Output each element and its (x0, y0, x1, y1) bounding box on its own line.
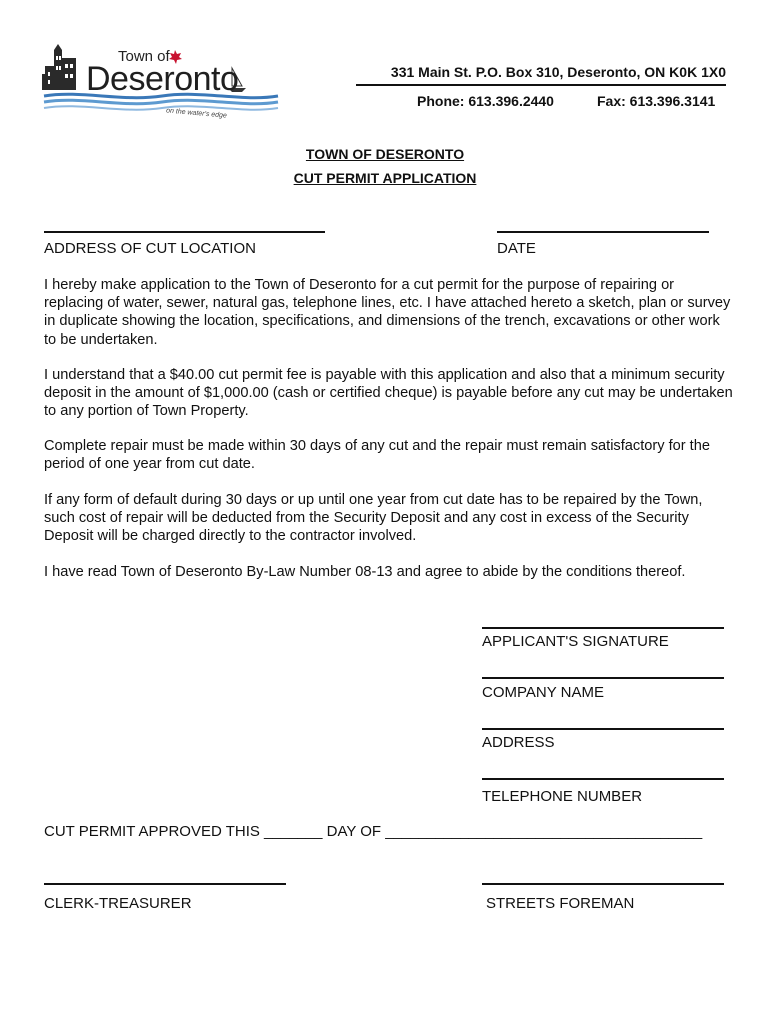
paragraph-repair: Complete repair must be made within 30 days of any cut and the repair must remain satisfactory for the period of one year from cut date. (44, 438, 710, 473)
paragraph-application: I hereby make application to the Town of Deseronto for a cut permit for the purpose of repairing or replacing of water, sewer, natural gas, telephone lines, etc. I have attached hereto a sketch, plan or survey in duplicate showing the location, specifications, and dimensions of the trench, excavations or other work to be undertaken. (44, 277, 731, 348)
approval-line: CUT PERMIT APPROVED THIS _______ DAY OF ______________________________________ (44, 823, 703, 840)
clerk-treasurer-label: CLERK-TREASURER (44, 895, 192, 912)
date-label: DATE (497, 240, 536, 257)
header-divider (356, 84, 726, 86)
logo-small-text: Town of (118, 48, 170, 65)
paragraph-default: If any form of default during 30 days or up until one year from cut date has to be repaired by the Town, such cost of repair will be deducted from the Security Deposit and any cost in excess of the Security Deposit will be charged directly to the contractor involved. (44, 492, 703, 545)
address-of-cut-location-label: ADDRESS OF CUT LOCATION (44, 240, 256, 257)
streets-foreman-label: STREETS FOREMAN (486, 895, 635, 912)
logo-name: Deseronto (86, 60, 239, 98)
logo-tagline: on the water's edge (165, 107, 228, 120)
address-of-cut-location-line[interactable] (44, 231, 325, 233)
document-title: TOWN OF DESERONTO (305, 146, 465, 162)
town-fax: Fax: 613.396.3141 (597, 93, 716, 109)
document-subtitle: CUT PERMIT APPLICATION (293, 170, 477, 186)
telephone-number-line[interactable] (482, 778, 724, 780)
telephone-number-label: TELEPHONE NUMBER (482, 788, 643, 805)
town-address: 331 Main St. P.O. Box 310, Deseronto, ON K0K 1X0 (390, 64, 726, 80)
company-name-label: COMPANY NAME (482, 684, 604, 701)
town-logo (42, 44, 282, 124)
applicant-signature-line[interactable] (482, 627, 724, 629)
date-line[interactable] (497, 231, 709, 233)
address-label: ADDRESS (482, 734, 555, 751)
town-phone: Phone: 613.396.2440 (417, 93, 554, 109)
clerk-treasurer-signature-line[interactable] (44, 883, 286, 885)
applicant-signature-label: APPLICANT'S SIGNATURE (482, 633, 669, 650)
paragraph-bylaw: I have read Town of Deseronto By-Law Number 08-13 and agree to abide by the conditions thereof. (44, 564, 686, 580)
streets-foreman-signature-line[interactable] (482, 883, 724, 885)
company-name-line[interactable] (482, 677, 724, 679)
paragraph-fee: I understand that a $40.00 cut permit fee is payable with this application and also that a minimum security deposit in the amount of $1,000.00 (cash or certified cheque) is payable before any cut may be undertaken to any portion of Town Property. (44, 367, 733, 420)
address-line[interactable] (482, 728, 724, 730)
